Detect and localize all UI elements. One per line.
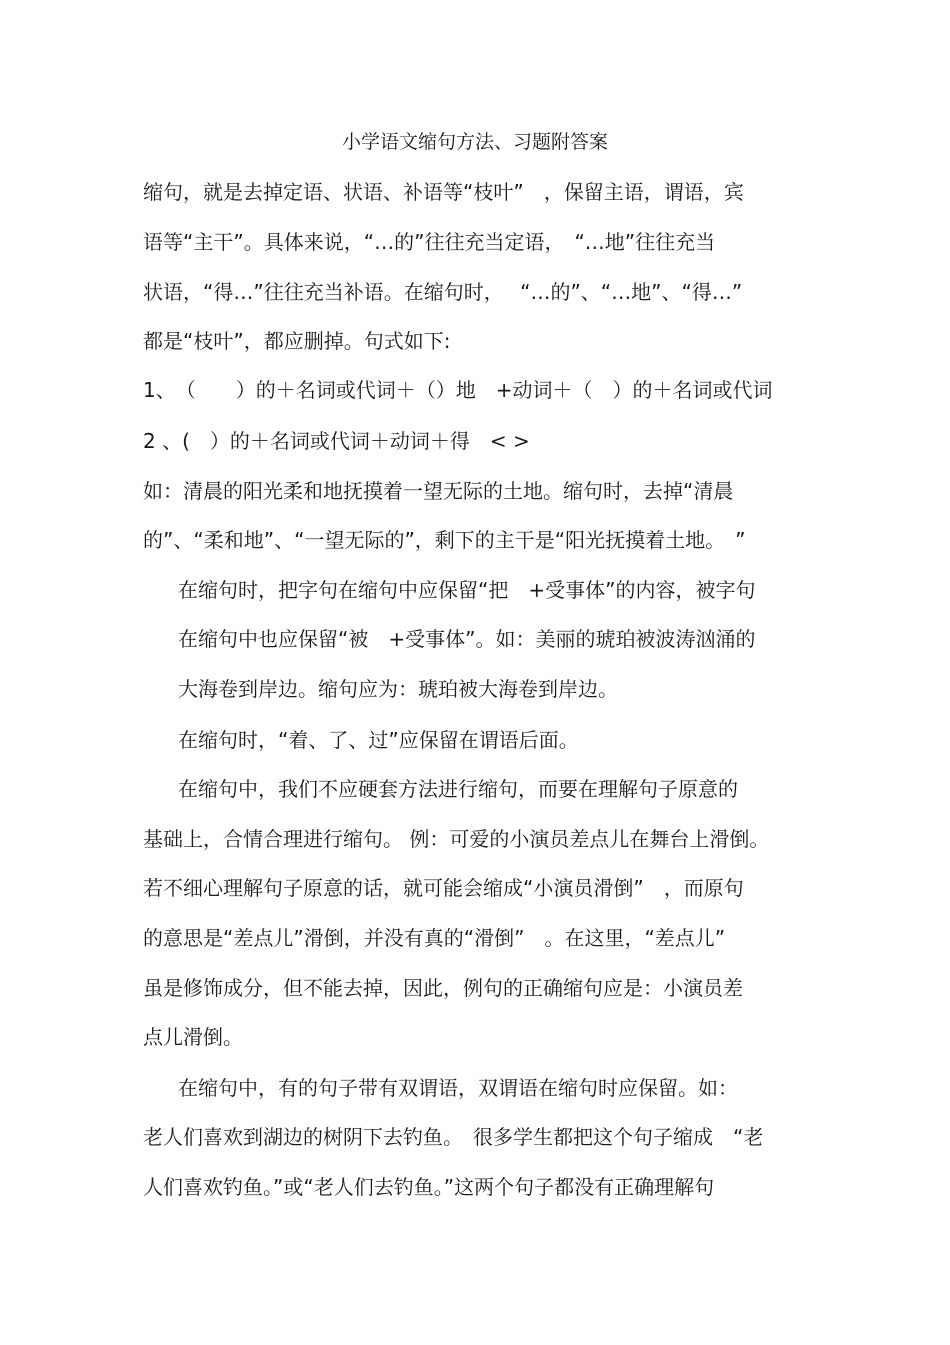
document-title: 小学语文缩句方法、习题附答案 (341, 131, 608, 153)
text-line: 都是“枝叶”，都应删掉。句式如下: (143, 329, 451, 353)
pattern-line: 1、 （ ）的＋名词或代词＋（）地 +动词＋（ ）的＋名词或代词 (143, 378, 773, 402)
text-line: 在缩句中，有的句子带有双谓语，双谓语在缩句时应保留。如： (178, 1076, 738, 1100)
text-line: 的”、“柔和地”、“一望无际的”，剩下的主干是“阳光抚摸着土地。 ” (143, 528, 746, 552)
text-line: 如：清晨的阳光柔和地抚摸着一望无际的土地。缩句时，去掉“清晨 (143, 479, 734, 503)
text-line: 在缩句时，把字句在缩句中应保留“把 +受事体”的内容，被字句 (178, 578, 756, 602)
text-line: 点儿滑倒。 (143, 1025, 243, 1049)
text-line: 状语，“得…”往往充当补语。在缩句时， “…的”、“…地”、“得…” (143, 280, 743, 304)
text-line: 虽是修饰成分，但不能去掉，因此，例句的正确缩句应是：小演员差 (143, 976, 743, 1000)
text-line: 在缩句时，“着、了、过”应保留在谓语后面。 (178, 728, 579, 752)
text-line: 老人们喜欢到湖边的树阴下去钓鱼。 很多学生都把这个句子缩成 “老 (143, 1125, 764, 1149)
text-line: 的意思是“差点儿”滑倒，并没有真的“滑倒” 。在这里，“差点儿” (143, 926, 726, 950)
text-line: 在缩句中，我们不应硬套方法进行缩句，而要在理解句子原意的 (178, 777, 738, 801)
pattern-line: 2 、( ）的＋名词或代词＋动词＋得 < > (143, 429, 530, 453)
text-line: 在缩句中也应保留“被 +受事体”。如：美丽的琥珀被波涛汹涌的 (178, 627, 756, 651)
text-line: 基础上，合情合理进行缩句。 例：可爱的小演员差点儿在舞台上滑倒。 (143, 827, 770, 851)
text-line: 缩句，就是去掉定语、状语、补语等“枝叶” ，保留主语，谓语，宾 (143, 180, 744, 204)
text-line: 若不细心理解句子原意的话，就可能会缩成“小演员滑倒” ，而原句 (143, 876, 744, 900)
text-line: 大海卷到岸边。缩句应为：琥珀被大海卷到岸边。 (178, 677, 618, 701)
text-line: 人们喜欢钓鱼。”或“老人们去钓鱼。”这两个句子都没有正确理解句 (143, 1175, 715, 1199)
text-line: 语等“主干”。具体来说，“…的”往往充当定语， “…地”往往充当 (143, 230, 716, 254)
